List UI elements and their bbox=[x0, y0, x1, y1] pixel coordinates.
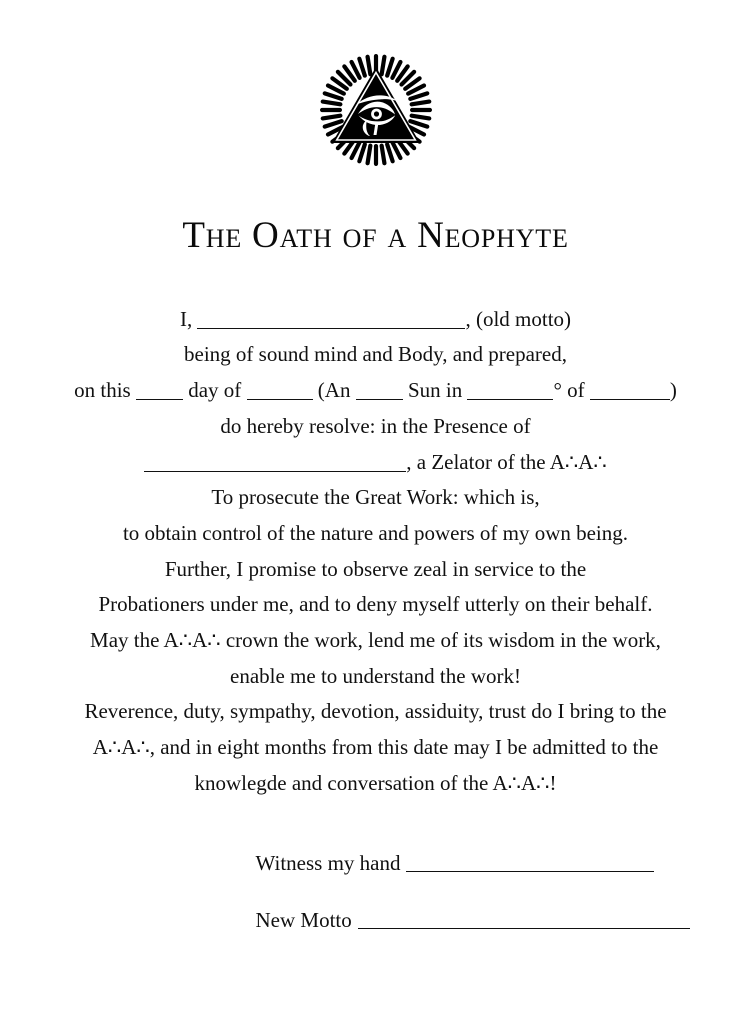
all-seeing-eye-icon bbox=[312, 52, 440, 168]
sign-blank[interactable] bbox=[590, 385, 670, 400]
line3-part-1: on this bbox=[74, 378, 136, 403]
zelator-name-blank[interactable] bbox=[144, 457, 406, 472]
signature-block bbox=[26, 846, 726, 938]
oath-line-8: Further, I promise to observe zeal in service to the bbox=[164, 556, 587, 581]
oath-line-9: Probationers under me, and to deny myself utterly on their behalf. bbox=[98, 592, 653, 617]
line3-part-3: (An bbox=[312, 378, 356, 403]
line3-part-6: ) bbox=[669, 378, 677, 403]
oath-line-13: A∴A∴, and in eight months from this date may I be admitted to the bbox=[92, 735, 659, 760]
oath-line-3 bbox=[26, 373, 726, 409]
page-title: The Oath of a Neophyte bbox=[182, 215, 569, 256]
day-blank[interactable] bbox=[136, 385, 183, 400]
sun-degree-blank[interactable] bbox=[467, 385, 553, 400]
witness-signature-field[interactable] bbox=[406, 858, 654, 872]
oath-line-12: Reverence, duty, sympathy, devotion, assiduity, trust do I bring to the bbox=[84, 699, 667, 724]
oath-line-4: do hereby resolve: in the Presence of bbox=[220, 413, 531, 438]
line3-part-5: ° of bbox=[553, 378, 590, 403]
oath-line-6: To prosecute the Great Work: which is, bbox=[211, 485, 540, 510]
oath-line-7: to obtain control of the nature and powers of my own being. bbox=[122, 520, 629, 545]
oath-line-1-prefix: I, bbox=[179, 306, 198, 331]
new-motto-label: New Motto bbox=[255, 907, 352, 932]
anno-blank[interactable] bbox=[356, 385, 403, 400]
oath-line-14: knowlegde and conversation of the A∴A∴! bbox=[194, 770, 557, 795]
line3-part-2: day of bbox=[182, 378, 247, 403]
month-blank[interactable] bbox=[247, 385, 313, 400]
new-motto-field[interactable] bbox=[358, 915, 690, 929]
oath-line-10: May the A∴A∴ crown the work, lend me of its wisdom in the work, bbox=[90, 628, 661, 653]
oath-line-11: enable me to understand the work! bbox=[230, 663, 521, 688]
oath-body bbox=[26, 302, 726, 802]
witness-label: Witness my hand bbox=[255, 850, 401, 875]
oath-line-5-suffix: , a Zelator of the A∴A∴ bbox=[406, 449, 607, 474]
oath-line-1 bbox=[26, 302, 726, 338]
oath-line-2: being of sound mind and Body, and prepared, bbox=[184, 342, 567, 367]
oath-line-1-suffix: , (old motto) bbox=[465, 306, 572, 331]
oath-line-5 bbox=[26, 445, 726, 481]
line3-part-4: Sun in bbox=[402, 378, 468, 403]
new-motto-row bbox=[256, 903, 726, 938]
witness-row bbox=[256, 846, 726, 881]
old-motto-blank[interactable] bbox=[197, 314, 465, 329]
